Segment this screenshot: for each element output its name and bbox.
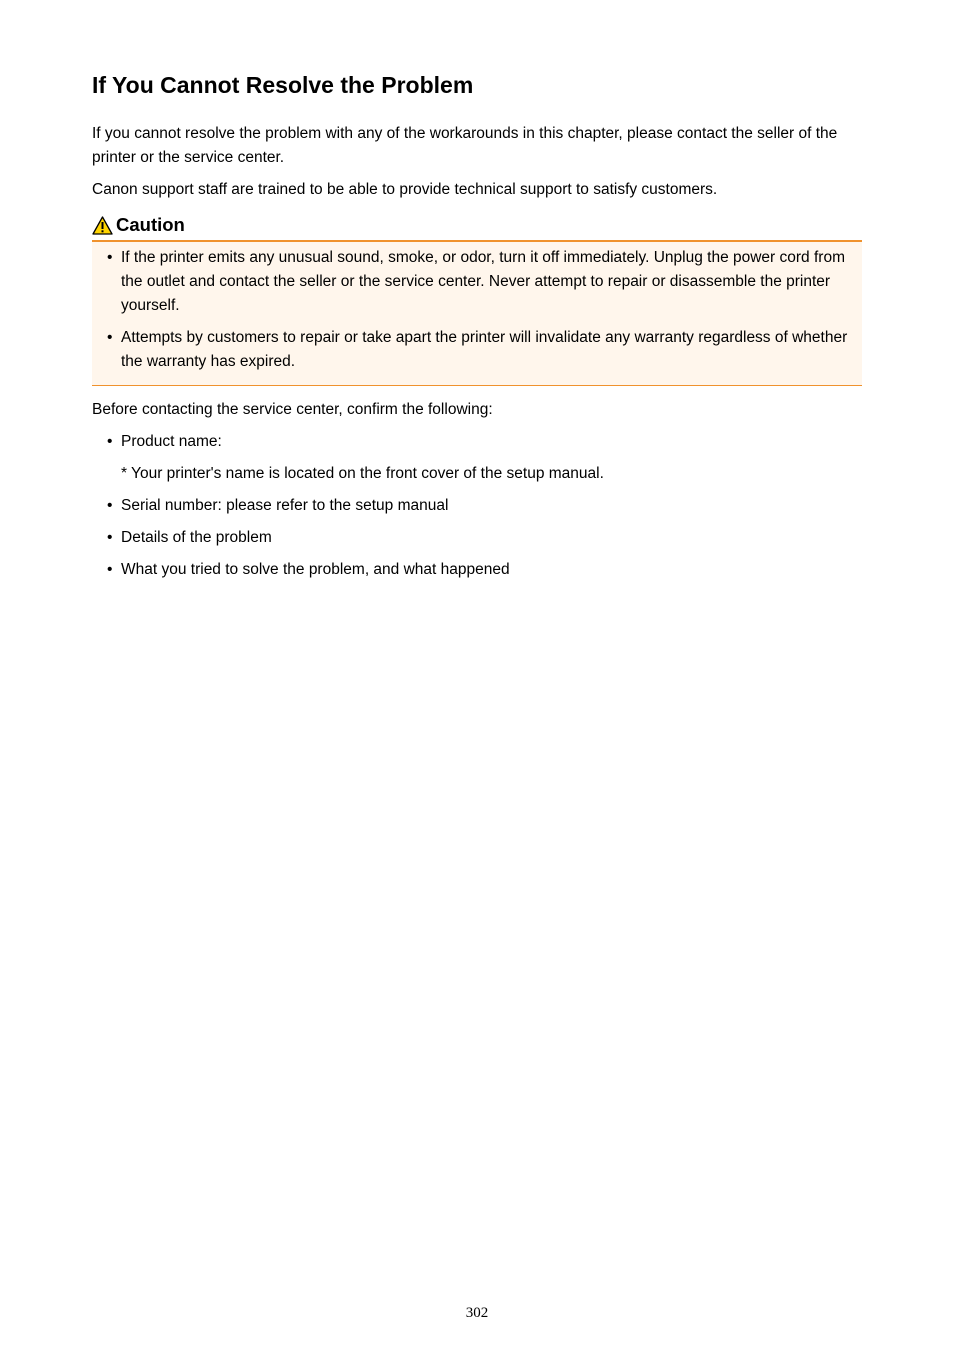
caution-item-text: Attempts by customers to repair or take apart the printer will invalidate any warranty regardless of whether the warranty has expired. <box>121 329 848 370</box>
intro-paragraph: If you cannot resolve the problem with any of the workarounds in this chapter, please contact the seller of the printer or the service center. <box>92 125 838 166</box>
confirm-item-text: Serial number: please refer to the setup manual <box>121 497 449 514</box>
caution-heading <box>92 212 185 238</box>
bullet-icon: • <box>107 497 113 514</box>
caution-heading-label: Caution <box>116 214 185 235</box>
caution-box <box>92 240 862 386</box>
bullet-icon: • <box>107 329 113 346</box>
confirm-item-text: Product name: <box>121 433 222 450</box>
caution-item <box>92 326 852 374</box>
confirm-item <box>92 526 852 550</box>
intro-paragraph: Canon support staff are trained to be able to provide technical support to satisfy customers. <box>92 181 718 198</box>
caution-item <box>92 246 852 318</box>
bullet-icon: • <box>107 249 113 266</box>
caution-item-text: If the printer emits any unusual sound, smoke, or odor, turn it off immediately. Unplug the power cord from the outlet and contact the seller or the service center. Never attempt to repair or disassemble the printer yourself. <box>121 249 845 314</box>
page-title: If You Cannot Resolve the Problem <box>92 72 474 98</box>
confirm-item <box>92 558 852 582</box>
intro-section <box>92 122 852 202</box>
page-number: 302 <box>465 1305 489 1321</box>
confirm-item-text: Details of the problem <box>121 529 272 546</box>
confirm-item <box>92 494 852 518</box>
confirm-list <box>92 430 852 582</box>
bullet-icon: • <box>107 433 113 450</box>
bullet-icon: • <box>107 561 113 578</box>
confirm-item-note: * Your printer's name is located on the front cover of the setup manual. <box>121 465 604 482</box>
confirm-item <box>92 430 852 486</box>
warning-triangle-icon <box>92 216 113 235</box>
confirm-lead: Before contacting the service center, confirm the following: <box>92 401 493 418</box>
confirm-item-text: What you tried to solve the problem, and what happened <box>121 561 510 578</box>
bullet-icon: • <box>107 529 113 546</box>
caution-list <box>92 246 852 374</box>
